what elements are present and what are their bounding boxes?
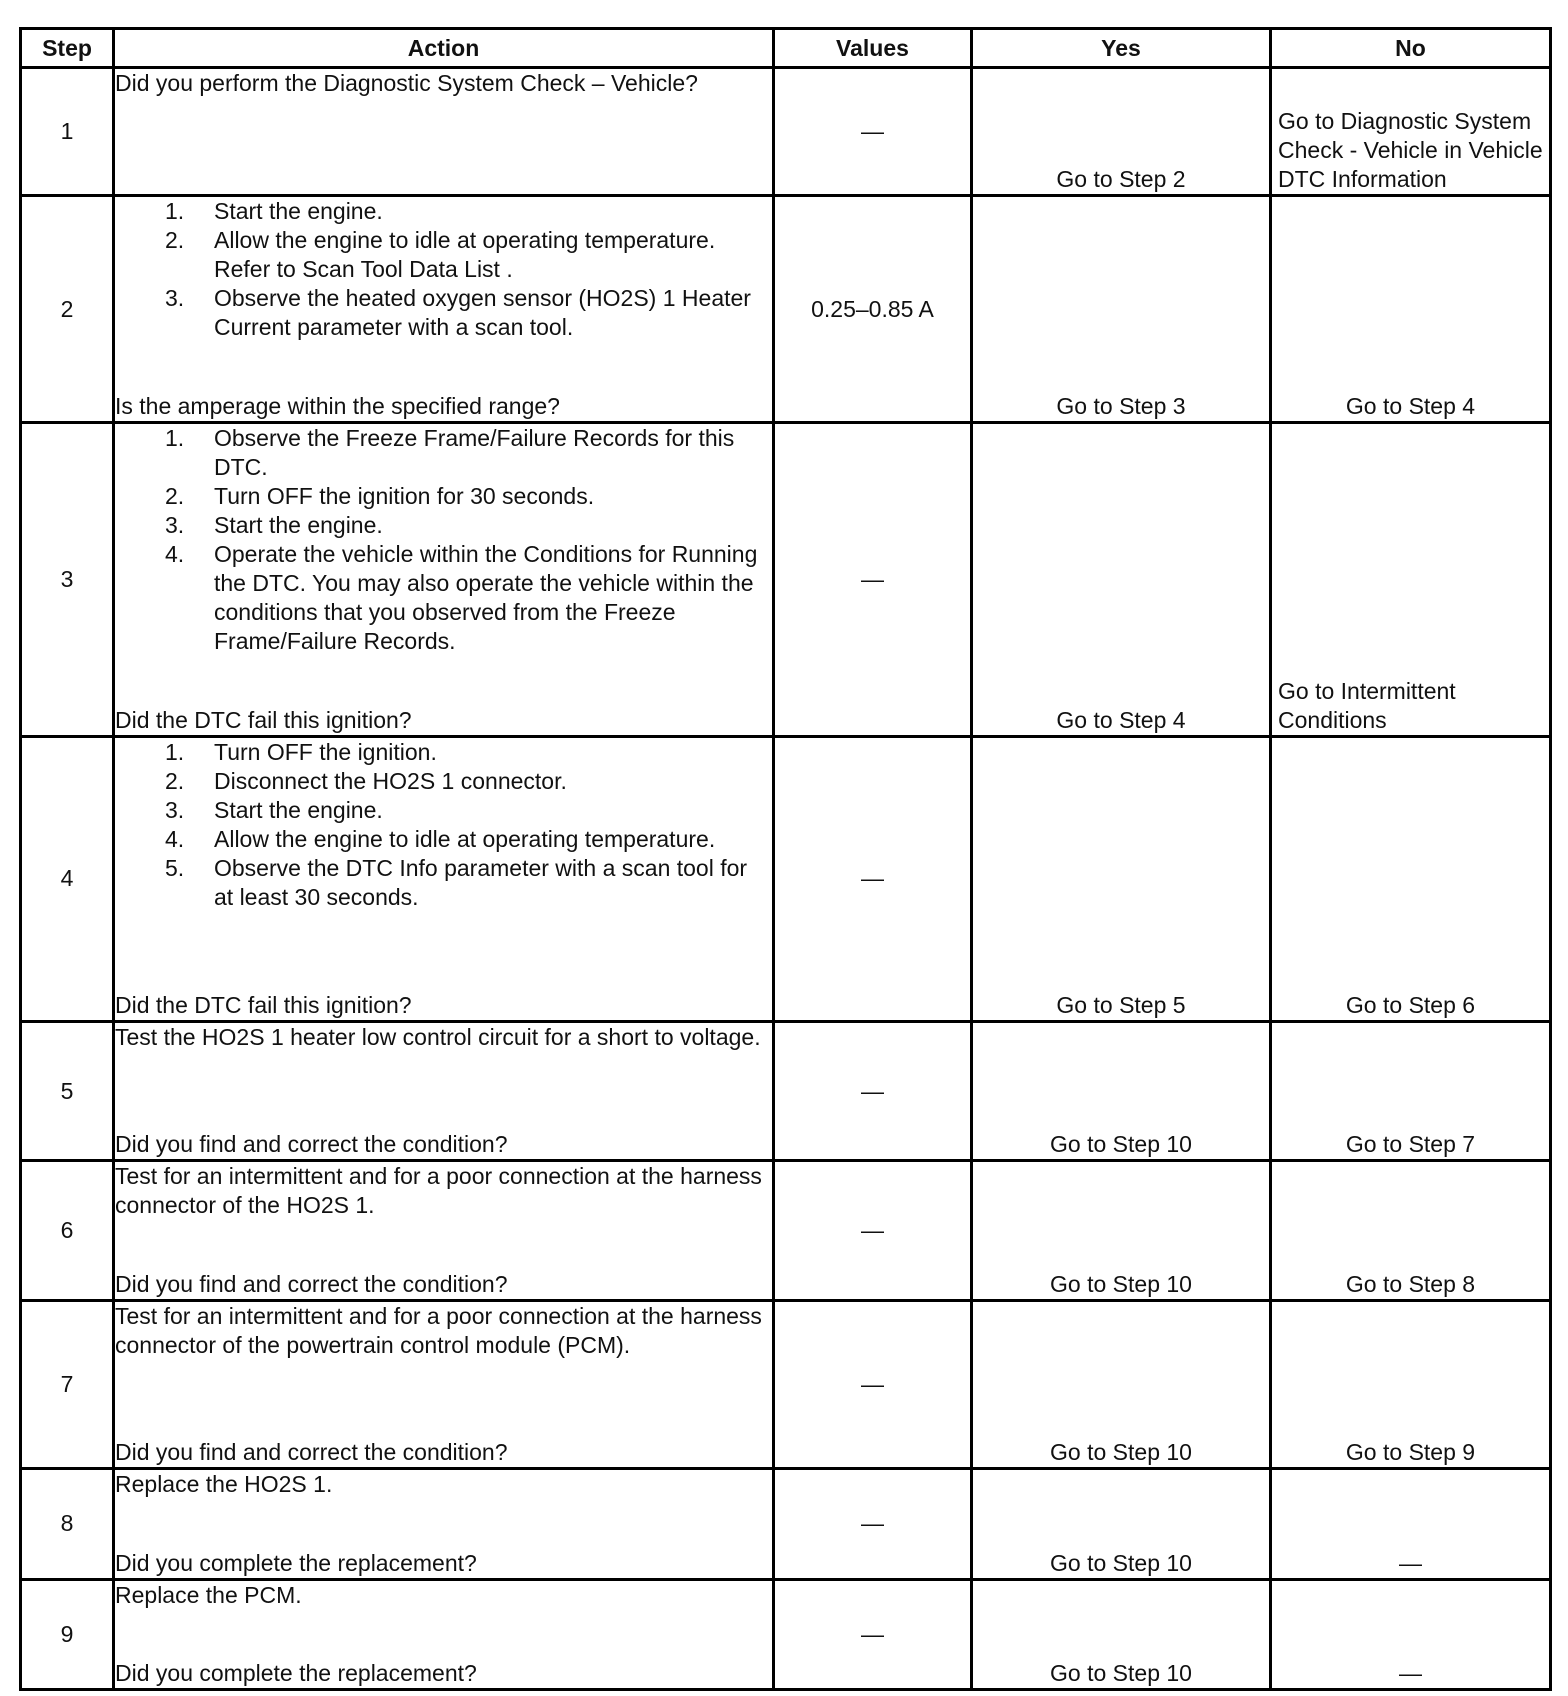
yes-cell: Go to Step 10 bbox=[972, 1579, 1271, 1689]
header-action: Action bbox=[114, 29, 774, 68]
action-step: 4. Allow the engine to idle at operating temperature. bbox=[165, 826, 716, 853]
action-cell bbox=[114, 196, 774, 423]
yes-cell: Go to Step 5 bbox=[972, 737, 1271, 1022]
action-text: Did you perform the Diagnostic System Check – Vehicle? bbox=[115, 70, 698, 96]
value-cell: — bbox=[774, 68, 972, 196]
step-number: 1 bbox=[21, 68, 114, 196]
no-cell: — bbox=[1271, 1579, 1551, 1689]
action-cell bbox=[114, 1300, 774, 1469]
action-steps bbox=[115, 738, 772, 912]
step-number: 4 bbox=[21, 737, 114, 1022]
action-steps bbox=[115, 424, 772, 656]
action-step: 2. Disconnect the HO2S 1 connector. bbox=[165, 768, 567, 795]
diagnostic-table bbox=[19, 27, 1552, 1691]
action-step: 3. Start the engine. bbox=[165, 512, 383, 539]
table-row bbox=[21, 196, 1551, 423]
action-cell bbox=[114, 1469, 774, 1579]
action-question: Did the DTC fail this ignition? bbox=[115, 707, 412, 734]
header-step: Step bbox=[21, 29, 114, 68]
action-question: Did you find and correct the condition? bbox=[115, 1131, 508, 1158]
action-step: 1. Turn OFF the ignition. bbox=[165, 739, 437, 766]
action-text: Test for an intermittent and for a poor connection at the harness connector of the HO2S 1. bbox=[115, 1163, 769, 1219]
action-step: 2. Turn OFF the ignition for 30 seconds. bbox=[165, 483, 595, 510]
action-question: Is the amperage within the specified range? bbox=[115, 393, 560, 420]
action-steps bbox=[115, 197, 772, 342]
header-values: Values bbox=[774, 29, 972, 68]
action-cell bbox=[114, 1579, 774, 1689]
no-cell: Go to Step 9 bbox=[1271, 1300, 1551, 1469]
action-question: Did you find and correct the condition? bbox=[115, 1270, 508, 1297]
action-text: Replace the HO2S 1. bbox=[115, 1471, 333, 1498]
step-number: 9 bbox=[21, 1579, 114, 1689]
action-step: 1. Start the engine. bbox=[165, 198, 383, 225]
action-cell bbox=[114, 1021, 774, 1160]
value-cell: — bbox=[774, 1021, 972, 1160]
action-step: 3. Observe the heated oxygen sensor (HO2S) 1 Heater Current parameter with a scan tool. bbox=[165, 285, 751, 341]
step-number: 5 bbox=[21, 1021, 114, 1160]
table-row bbox=[21, 68, 1551, 196]
action-question: Did you complete the replacement? bbox=[115, 1549, 477, 1576]
table-row bbox=[21, 1469, 1551, 1579]
action-text: Replace the PCM. bbox=[115, 1581, 302, 1608]
table-row bbox=[21, 737, 1551, 1022]
action-text: Test the HO2S 1 heater low control circuit for a short to voltage. bbox=[115, 1023, 761, 1050]
no-cell: Go to Intermittent Conditions bbox=[1271, 423, 1551, 737]
action-question: Did the DTC fail this ignition? bbox=[115, 991, 412, 1018]
table-row bbox=[21, 423, 1551, 737]
yes-cell: Go to Step 10 bbox=[972, 1021, 1271, 1160]
table-row bbox=[21, 1161, 1551, 1300]
yes-cell: Go to Step 4 bbox=[972, 423, 1271, 737]
no-cell: Go to Step 4 bbox=[1271, 196, 1551, 423]
yes-cell: Go to Step 10 bbox=[972, 1300, 1271, 1469]
header-row bbox=[21, 29, 1551, 68]
no-cell: Go to Step 6 bbox=[1271, 737, 1551, 1022]
step-number: 8 bbox=[21, 1469, 114, 1579]
no-cell: — bbox=[1271, 1469, 1551, 1579]
value-cell: — bbox=[774, 1469, 972, 1579]
value-cell: — bbox=[774, 423, 972, 737]
step-number: 6 bbox=[21, 1161, 114, 1300]
action-step: 4. Operate the vehicle within the Conditions for Running the DTC. You may also operate the vehicle within the conditions that you observed from the Freeze Frame/Failure Records. bbox=[165, 541, 758, 655]
action-step: 2. Allow the engine to idle at operating temperature. Refer to Scan Tool Data List . bbox=[165, 227, 716, 283]
header-yes: Yes bbox=[972, 29, 1271, 68]
value-cell: — bbox=[774, 1161, 972, 1300]
value-cell: — bbox=[774, 737, 972, 1022]
action-step: 1. Observe the Freeze Frame/Failure Records for this DTC. bbox=[165, 425, 735, 481]
table-row bbox=[21, 1300, 1551, 1469]
table-row bbox=[21, 1579, 1551, 1689]
action-text: Test for an intermittent and for a poor connection at the harness connector of the powertrain control module (PCM). bbox=[115, 1302, 769, 1358]
no-cell: Go to Diagnostic System Check - Vehicle in Vehicle DTC Information bbox=[1271, 68, 1551, 196]
yes-cell: Go to Step 3 bbox=[972, 196, 1271, 423]
table-row bbox=[21, 1021, 1551, 1160]
action-cell bbox=[114, 1161, 774, 1300]
value-cell: 0.25–0.85 A bbox=[774, 196, 972, 423]
action-question: Did you find and correct the condition? bbox=[115, 1439, 508, 1466]
step-number: 2 bbox=[21, 196, 114, 423]
action-cell bbox=[114, 68, 774, 196]
step-number: 7 bbox=[21, 1300, 114, 1469]
yes-cell: Go to Step 2 bbox=[972, 68, 1271, 196]
no-cell: Go to Step 7 bbox=[1271, 1021, 1551, 1160]
action-cell bbox=[114, 737, 774, 1022]
step-number: 3 bbox=[21, 423, 114, 737]
header-no: No bbox=[1271, 29, 1551, 68]
action-step: 3. Start the engine. bbox=[165, 797, 383, 824]
action-step: 5. Observe the DTC Info parameter with a scan tool for at least 30 seconds. bbox=[165, 855, 748, 911]
value-cell: — bbox=[774, 1300, 972, 1469]
yes-cell: Go to Step 10 bbox=[972, 1469, 1271, 1579]
action-question: Did you complete the replacement? bbox=[115, 1660, 477, 1686]
yes-cell: Go to Step 10 bbox=[972, 1161, 1271, 1300]
value-cell: — bbox=[774, 1579, 972, 1689]
no-cell: Go to Step 8 bbox=[1271, 1161, 1551, 1300]
action-cell bbox=[114, 423, 774, 737]
